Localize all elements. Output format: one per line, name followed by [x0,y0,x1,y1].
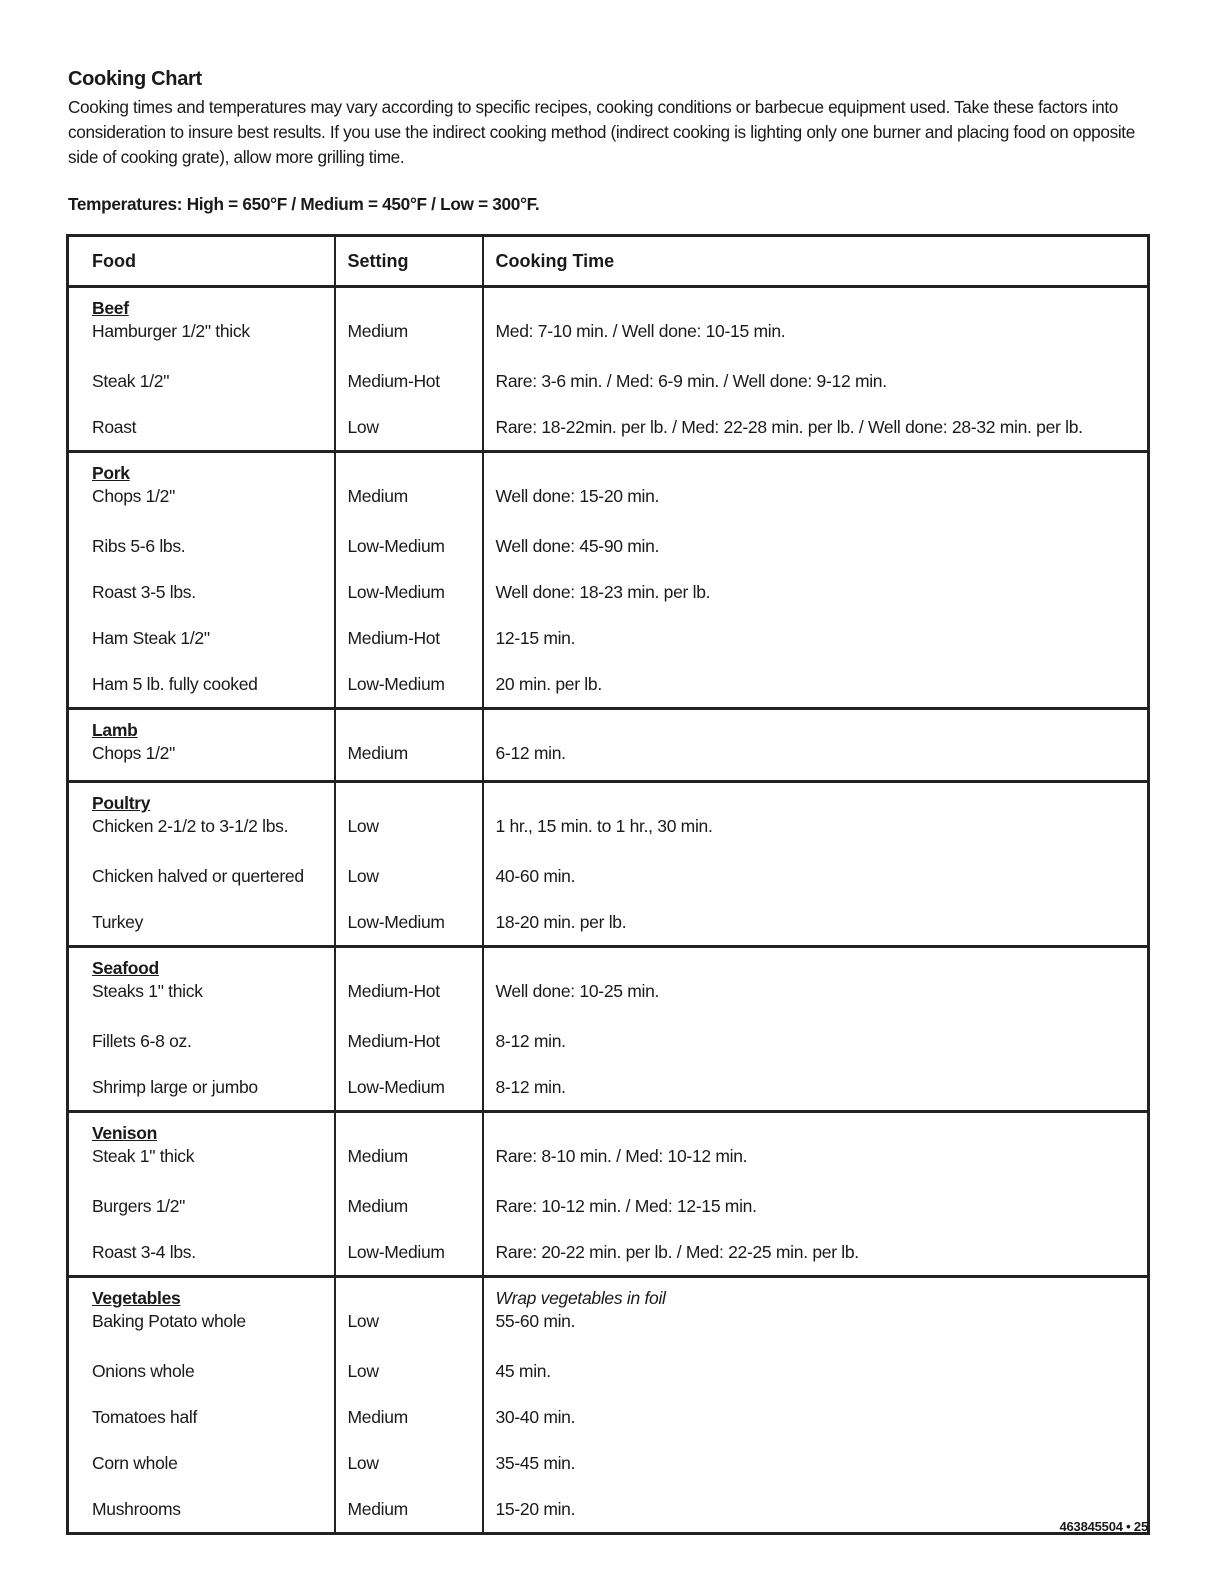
cooking-time-cell: Well done: 18-23 min. per lb. [483,569,1149,615]
column-header-cooking-time: Cooking Time [483,236,1149,287]
cooking-time-value: 55-60 min. [495,1311,576,1331]
cooking-time-cell: Rare: 18-22min. per lb. / Med: 22-28 min. per lb. / Well done: 28-32 min. per lb. [483,404,1149,452]
setting-cell: Low-Medium [335,1229,483,1277]
food-name: Chicken 2-1/2 to 3-1/2 lbs. [92,816,289,836]
cooking-time-value: Well done: 10-25 min. [495,981,660,1001]
setting-cell [335,782,483,854]
setting-cell: Medium-Hot [335,358,483,404]
cooking-time-cell: 8-12 min. [483,1064,1149,1112]
category-label: Vegetables [92,1288,181,1308]
setting-cell [335,287,483,359]
food-cell [68,709,335,782]
food-name: Chops 1/2" [92,486,175,506]
cooking-time-cell: 35-45 min. [483,1440,1149,1486]
setting-cell [335,709,483,782]
cooking-time-value: 6-12 min. [495,743,566,763]
food-cell: Tomatoes half [68,1394,335,1440]
category-label: Seafood [92,958,159,978]
food-name: Steaks 1" thick [92,981,203,1001]
cooking-time-cell: 15-20 min. [483,1486,1149,1534]
setting-cell: Medium [335,1394,483,1440]
table-row [68,1229,1149,1277]
table-row [68,1348,1149,1394]
cooking-time-cell: 12-15 min. [483,615,1149,661]
food-cell: Fillets 6-8 oz. [68,1018,335,1064]
setting-value: Low [347,1311,379,1331]
food-cell: Ham 5 lb. fully cooked [68,661,335,709]
cooking-time-cell: 30-40 min. [483,1394,1149,1440]
food-cell: Turkey [68,899,335,947]
table-row [68,1394,1149,1440]
cooking-time-cell: Rare: 20-22 min. per lb. / Med: 22-25 min. per lb. [483,1229,1149,1277]
table-row [68,1440,1149,1486]
cooking-time-cell [483,1277,1149,1349]
table-row [68,1112,1149,1184]
food-cell: Steak 1/2" [68,358,335,404]
cooking-time-cell [483,287,1149,359]
setting-cell: Medium [335,1183,483,1229]
setting-cell: Low-Medium [335,899,483,947]
cooking-time-value: Med: 7-10 min. / Well done: 10-15 min. [495,321,786,341]
category-label: Lamb [92,720,138,740]
food-name: Steak 1" thick [92,1146,195,1166]
cooking-time-cell: 8-12 min. [483,1018,1149,1064]
food-cell: Onions whole [68,1348,335,1394]
table-row [68,615,1149,661]
cooking-time-cell: Well done: 45-90 min. [483,523,1149,569]
cooking-time-value: Well done: 15-20 min. [495,486,660,506]
setting-cell: Low-Medium [335,569,483,615]
cooking-time-cell: 18-20 min. per lb. [483,899,1149,947]
page-title: Cooking Chart [68,68,202,90]
temperatures-line: Temperatures: High = 650°F / Medium = 450°F / Low = 300°F. [68,194,540,214]
food-cell: Chicken halved or quertered [68,853,335,899]
table-row [68,287,1149,359]
category-label: Venison [92,1123,158,1143]
food-cell: Roast [68,404,335,452]
table-row [68,853,1149,899]
cooking-time-value: Rare: 8-10 min. / Med: 10-12 min. [495,1146,748,1166]
food-cell [68,782,335,854]
food-name: Chops 1/2" [92,743,175,763]
setting-value: Low [347,816,379,836]
group-vegetables [68,1277,1149,1534]
cooking-time-cell: 45 min. [483,1348,1149,1394]
food-cell: Corn whole [68,1440,335,1486]
setting-cell: Low-Medium [335,1064,483,1112]
setting-cell: Low [335,1440,483,1486]
category-label: Pork [92,463,130,483]
cooking-time-cell [483,452,1149,524]
food-cell [68,947,335,1019]
cooking-time-cell [483,947,1149,1019]
table-row [68,523,1149,569]
setting-cell [335,452,483,524]
setting-cell: Medium-Hot [335,1018,483,1064]
cooking-time-cell: 20 min. per lb. [483,661,1149,709]
cooking-time-value: 1 hr., 15 min. to 1 hr., 30 min. [495,816,713,836]
cooking-time-cell [483,782,1149,854]
food-cell: Shrimp large or jumbo [68,1064,335,1112]
setting-value: Medium [347,1146,408,1166]
table-row [68,1064,1149,1112]
setting-cell: Low [335,853,483,899]
cooking-time-cell: Rare: 3-6 min. / Med: 6-9 min. / Well done: 9-12 min. [483,358,1149,404]
setting-cell [335,1112,483,1184]
setting-cell: Medium [335,1486,483,1534]
table-row [68,358,1149,404]
group-pork [68,452,1149,709]
setting-value: Medium [347,486,408,506]
cooking-time-cell [483,709,1149,782]
setting-cell: Low [335,1348,483,1394]
cooking-time-cell: Rare: 10-12 min. / Med: 12-15 min. [483,1183,1149,1229]
setting-cell [335,1277,483,1349]
group-beef [68,287,1149,452]
group-poultry [68,782,1149,947]
table-row [68,452,1149,524]
table-row [68,1018,1149,1064]
food-cell: Burgers 1/2" [68,1183,335,1229]
food-cell: Ribs 5-6 lbs. [68,523,335,569]
setting-value: Medium [347,743,408,763]
setting-cell [335,947,483,1019]
column-header-food: Food [68,236,335,287]
table-row [68,1183,1149,1229]
column-header-setting: Setting [335,236,483,287]
page-footer: 463845504 • 25 [1059,1519,1148,1534]
food-cell [68,1112,335,1184]
table-row [68,899,1149,947]
table-header-row [68,236,1149,287]
food-name: Hamburger 1/2" thick [92,321,250,341]
food-cell: Mushrooms [68,1486,335,1534]
group-note: Wrap vegetables in foil [495,1288,666,1308]
setting-cell: Low-Medium [335,523,483,569]
group-venison [68,1112,1149,1277]
food-cell: Roast 3-5 lbs. [68,569,335,615]
food-cell: Roast 3-4 lbs. [68,1229,335,1277]
table-row [68,947,1149,1019]
food-cell [68,1277,335,1349]
table-row [68,782,1149,854]
table-row [68,709,1149,782]
setting-cell: Low-Medium [335,661,483,709]
category-label: Beef [92,298,129,318]
setting-value: Medium [347,321,408,341]
table-row [68,404,1149,452]
food-cell [68,287,335,359]
food-cell: Ham Steak 1/2" [68,615,335,661]
cooking-time-cell: 40-60 min. [483,853,1149,899]
cooking-time-cell [483,1112,1149,1184]
table-row [68,569,1149,615]
food-name: Baking Potato whole [92,1311,246,1331]
table-row [68,1486,1149,1534]
group-lamb [68,709,1149,782]
food-cell [68,452,335,524]
setting-value: Medium-Hot [347,981,440,1001]
table-row [68,1277,1149,1349]
setting-cell: Low [335,404,483,452]
setting-cell: Medium-Hot [335,615,483,661]
category-label: Poultry [92,793,151,813]
table-row [68,661,1149,709]
intro-paragraph: Cooking times and temperatures may vary according to specific recipes, cooking conditions or barbecue equipment used. Take these factors into consideration to insure best results. If you use the indirect cooking method (indirect cooking is lighting only one burner and placing food on opposite side of cooking grate), allow more grilling time. [68,97,1135,167]
cooking-chart-table [66,234,1150,1535]
group-seafood [68,947,1149,1112]
